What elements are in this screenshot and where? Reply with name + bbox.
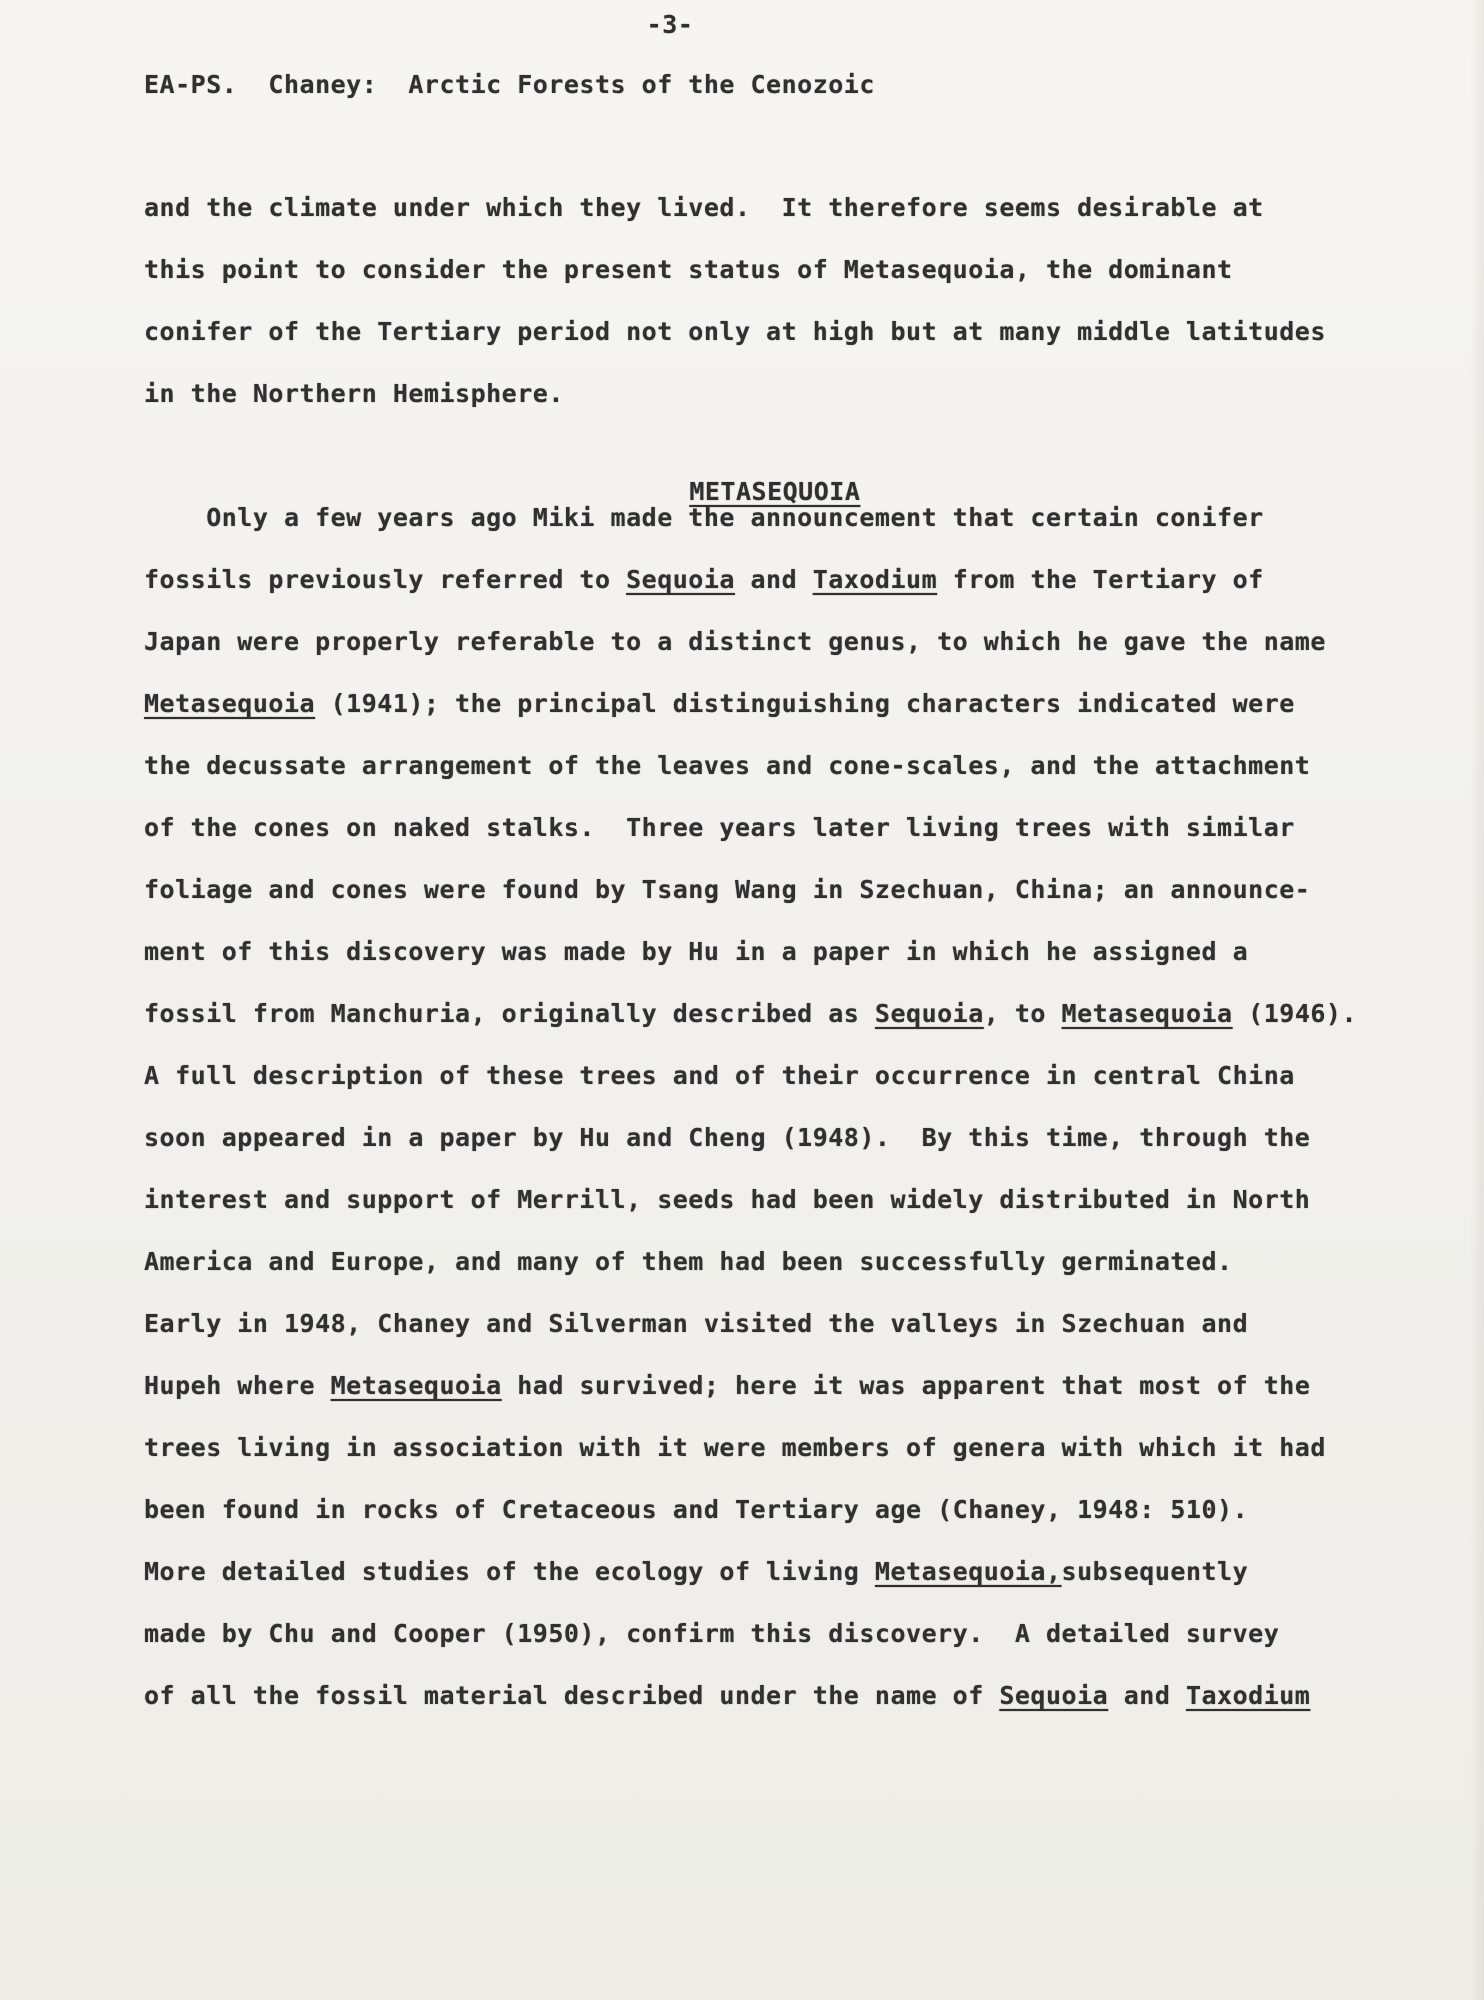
text-line: Early in 1948, Chaney and Silverman visited the valleys in Szechuan and — [144, 1309, 1249, 1338]
text-line: Japan were properly referable to a distinct genus, to which he gave the name — [144, 627, 1326, 656]
genus-name-metasequoia: Metasequoia, — [874, 1557, 1062, 1586]
text-line: ment of this discovery was made by Hu in a paper in which he assigned a — [144, 937, 1249, 966]
genus-name-metasequoia: Metasequoia — [144, 689, 316, 718]
genus-name-taxodium: Taxodium — [1185, 1681, 1311, 1710]
text-line: fossil from Manchuria, originally described as Sequoia, to Metasequoia (1946). — [144, 999, 1358, 1028]
genus-name-taxodium: Taxodium — [812, 565, 938, 594]
genus-name-sequoia: Sequoia — [626, 565, 735, 594]
section-heading — [144, 438, 1344, 506]
text-line: of all the fossil material described under the name of Sequoia and Taxodium — [144, 1681, 1311, 1710]
text-line: of the cones on naked stalks. Three years later living trees with similar — [144, 813, 1295, 842]
text-line: trees living in association with it were members of genera with which it had — [144, 1433, 1326, 1462]
text-line: been found in rocks of Cretaceous and Tertiary age (Chaney, 1948: 510). — [144, 1495, 1249, 1524]
text-line: A full description of these trees and of their occurrence in central China — [144, 1061, 1295, 1090]
text-line: in the Northern Hemisphere. — [144, 379, 564, 408]
paragraph-1 — [144, 190, 1344, 438]
body-text — [144, 190, 1358, 1740]
text-line: this point to consider the present status of Metasequoia, the dominant — [144, 255, 1233, 284]
text-line: the decussate arrangement of the leaves and cone-scales, and the attachment — [144, 751, 1311, 780]
text-line: soon appeared in a paper by Hu and Cheng (1948). By this time, through the — [144, 1123, 1311, 1152]
paragraph-2 — [144, 500, 1358, 1740]
text-line: Only a few years ago Miki made the announcement that certain conifer — [144, 503, 1264, 532]
running-head: EA-PS. Chaney: Arctic Forests of the Cenozoic — [144, 70, 875, 99]
genus-name-sequoia: Sequoia — [999, 1681, 1109, 1710]
genus-name-sequoia: Sequoia — [874, 999, 984, 1028]
text-line: and the climate under which they lived. It therefore seems desirable at — [144, 193, 1264, 222]
text-line: Hupeh where Metasequoia had survived; here it was apparent that most of the — [144, 1371, 1311, 1400]
section-heading-text: METASEQUOIA — [689, 477, 861, 506]
page-number: -3- — [646, 10, 694, 39]
text-line: foliage and cones were found by Tsang Wang in Szechuan, China; an announce- — [144, 875, 1311, 904]
text-line: More detailed studies of the ecology of living Metasequoia,subsequently — [144, 1557, 1249, 1586]
page-edge-shadow — [1470, 0, 1484, 2000]
genus-name-metasequoia: Metasequoia — [330, 1371, 502, 1400]
text-line: fossils previously referred to Sequoia and Taxodium from the Tertiary of — [144, 565, 1264, 594]
text-line: America and Europe, and many of them had been successfully germinated. — [144, 1247, 1233, 1276]
text-line: made by Chu and Cooper (1950), confirm this discovery. A detailed survey — [144, 1619, 1280, 1648]
genus-name-metasequoia: Metasequoia — [1061, 999, 1233, 1028]
text-line: interest and support of Merrill, seeds had been widely distributed in North — [144, 1185, 1311, 1214]
text-line: conifer of the Tertiary period not only at high but at many middle latitudes — [144, 317, 1326, 346]
text-line: Metasequoia (1941); the principal distinguishing characters indicated were — [144, 689, 1295, 718]
